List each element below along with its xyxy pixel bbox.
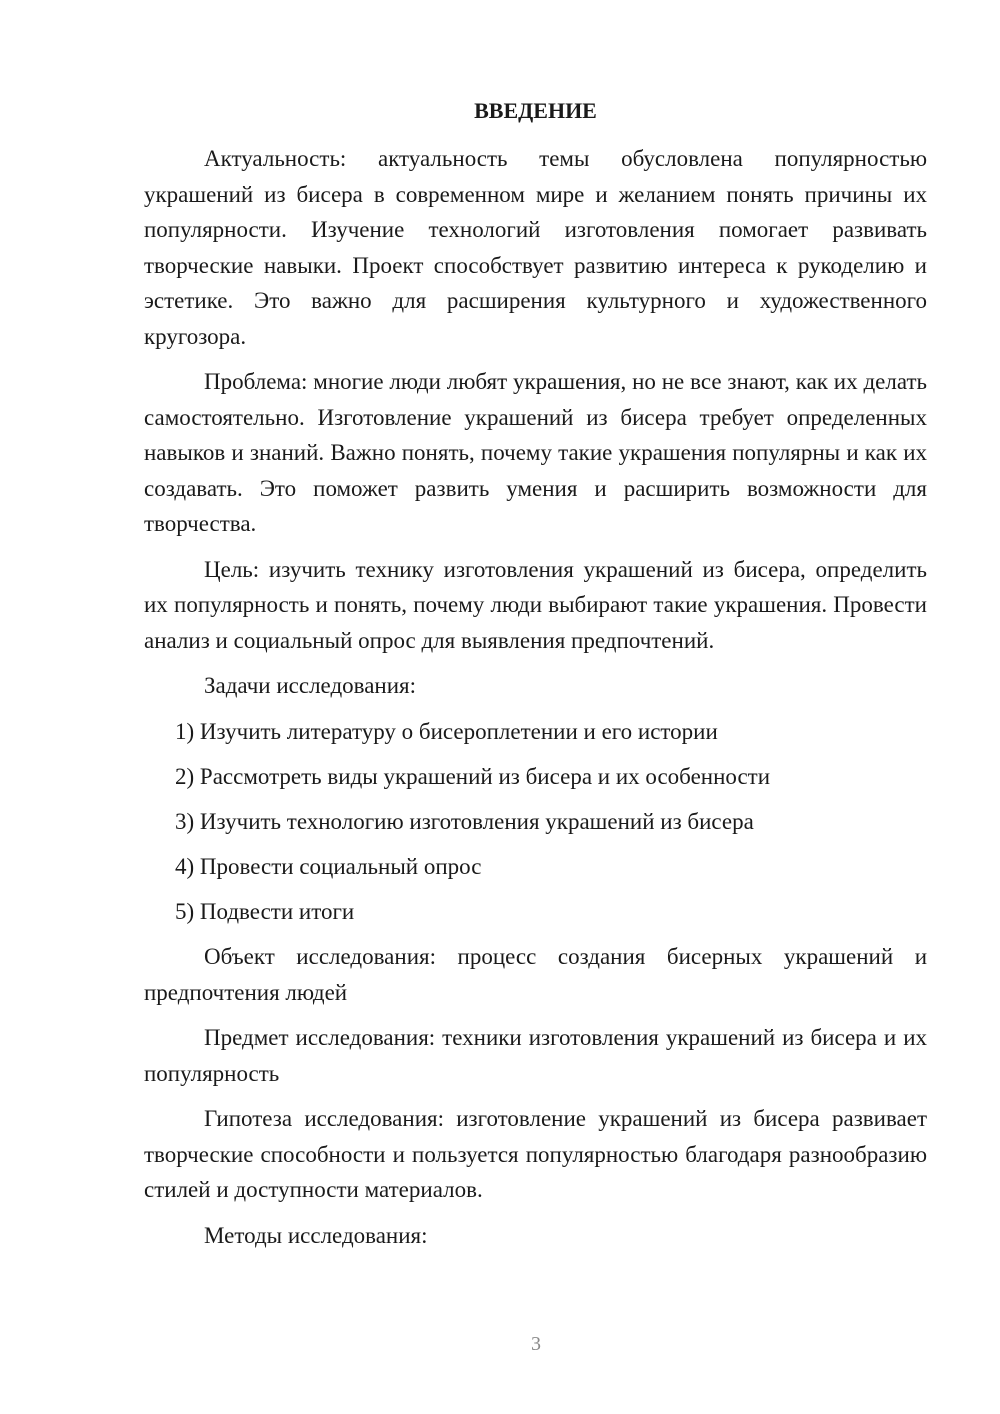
paragraph-subject: Предмет исследования: техники изготовления украшений из бисера и их популярность — [144, 1025, 927, 1086]
section-title: ВВЕДЕНИЕ — [474, 98, 597, 123]
paragraph-hypothesis: Гипотеза исследования: изготовление украшений из бисера развивает творческие способности и пользуется популярностью благодаря разнообразию стилей и доступности материалов. — [144, 1106, 927, 1202]
methods-heading: Методы исследования: — [204, 1222, 428, 1248]
task-item-2: 2) Рассмотреть виды украшений из бисера и их особенности — [175, 763, 771, 789]
paragraph-problem: Проблема: многие люди любят украшения, но не все знают, как их делать самостоятельно. Изготовление украшений из бисера требует определенных навыков и знаний. Важно понять, почему такие украшения популярны и как их создавать. Это поможет развить умения и расширить возможности для творчества. — [144, 369, 927, 536]
task-item-4: 4) Провести социальный опрос — [175, 853, 482, 879]
tasks-heading: Задачи исследования: — [204, 673, 417, 698]
task-item-5: 5) Подвести итоги — [175, 898, 355, 924]
task-list — [144, 714, 927, 930]
task-item-3: 3) Изучить технологию изготовления украшений из бисера — [175, 808, 754, 834]
page-content — [144, 94, 927, 1263]
paragraph-object: Объект исследования: процесс создания бисерных украшений и предпочтения людей — [144, 944, 927, 1005]
paragraph-relevance: Актуальность: актуальность темы обусловлена популярностью украшений из бисера в современном мире и желанием понять причины их популярности. Изучение технологий изготовления помогает развивать творческие навыки. Проект способствует развитию интереса к рукоделию и эстетике. Это важно для расширения культурного и художественного кругозора. — [144, 146, 927, 349]
page-number: 3 — [531, 1333, 541, 1355]
paragraph-goal: Цель: изучить технику изготовления украшений из бисера, определить их популярность и понять, почему люди выбирают такие украшения. Провести анализ и социальный опрос для выявления предпочтений. — [144, 556, 927, 653]
task-item-1: 1) Изучить литературу о бисероплетении и его истории — [175, 718, 718, 744]
